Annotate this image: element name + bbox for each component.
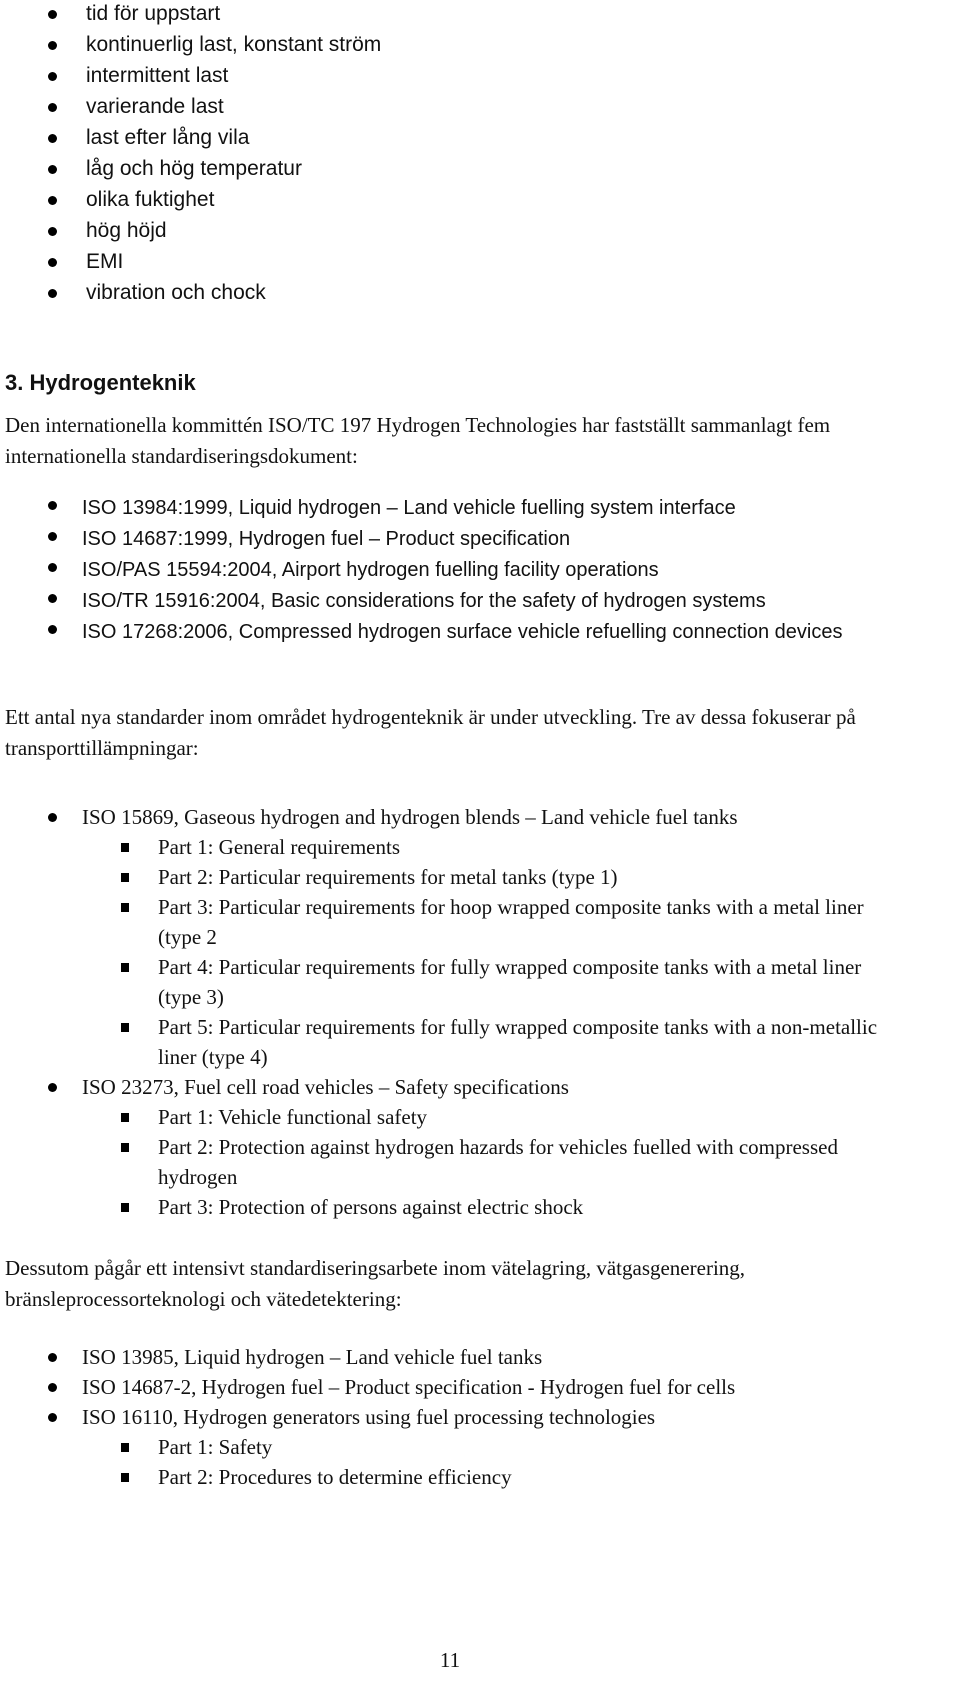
transport-standards-list bbox=[0, 802, 900, 1222]
part-item bbox=[80, 1132, 900, 1192]
section-heading: 3. Hydrogenteknik bbox=[5, 370, 196, 395]
square-bullet-icon bbox=[121, 1203, 129, 1212]
standard-title: ISO 13985, Liquid hydrogen – Land vehicle fuel tanks bbox=[82, 1345, 543, 1369]
square-bullet-icon bbox=[121, 1023, 129, 1032]
square-bullet-icon bbox=[121, 1473, 129, 1482]
list-item bbox=[0, 1372, 900, 1402]
part-text: Part 2: Procedures to determine efficiency bbox=[158, 1465, 512, 1489]
list-item bbox=[0, 95, 900, 126]
ongoing-standards-list bbox=[0, 1342, 900, 1492]
part-text: Part 2: Particular requirements for metal tanks (type 1) bbox=[158, 865, 618, 889]
bullet-icon bbox=[48, 103, 57, 112]
list-item bbox=[0, 802, 900, 1072]
list-item bbox=[0, 1072, 900, 1222]
standard-title: ISO 15869, Gaseous hydrogen and hydrogen blends – Land vehicle fuel tanks bbox=[82, 805, 738, 829]
standard-title: ISO 23273, Fuel cell road vehicles – Safety specifications bbox=[82, 1075, 569, 1099]
list-item bbox=[0, 586, 900, 617]
part-text: Part 1: General requirements bbox=[158, 835, 400, 859]
list-item bbox=[0, 64, 900, 95]
bullet-icon bbox=[48, 1383, 57, 1392]
requirements-list bbox=[0, 2, 900, 312]
part-text: Part 1: Safety bbox=[158, 1435, 273, 1459]
list-item-text: ISO 14687:1999, Hydrogen fuel – Product specification bbox=[82, 528, 571, 550]
square-bullet-icon bbox=[121, 903, 129, 912]
bullet-icon bbox=[48, 289, 57, 298]
bullet-icon bbox=[48, 72, 57, 81]
list-item-text: ISO/TR 15916:2004, Basic considerations for the safety of hydrogen systems bbox=[82, 590, 766, 612]
square-bullet-icon bbox=[121, 1143, 129, 1152]
part-item bbox=[80, 1192, 900, 1222]
square-bullet-icon bbox=[121, 1443, 129, 1452]
part-text: Part 4: Particular requirements for fully wrapped composite tanks with a metal liner (type 3) bbox=[158, 955, 862, 1009]
parts-list bbox=[80, 1102, 900, 1222]
list-item bbox=[0, 555, 900, 586]
list-item-text: kontinuerlig last, konstant ström bbox=[86, 33, 382, 56]
square-bullet-icon bbox=[121, 963, 129, 972]
list-item bbox=[0, 617, 900, 648]
bullet-icon bbox=[48, 41, 57, 50]
bullet-icon bbox=[48, 532, 57, 541]
bullet-icon bbox=[48, 1353, 57, 1362]
part-item bbox=[80, 1432, 900, 1462]
list-item bbox=[0, 1402, 900, 1492]
list-item-text: ISO 17268:2006, Compressed hydrogen surface vehicle refuelling connection devices bbox=[82, 621, 843, 643]
standard-title: ISO 14687-2, Hydrogen fuel – Product specification - Hydrogen fuel for cells bbox=[82, 1375, 736, 1399]
iso-documents-list bbox=[0, 493, 900, 648]
parts-list bbox=[80, 832, 900, 1072]
part-text: Part 2: Protection against hydrogen hazards for vehicles fuelled with compressed hydrogen bbox=[158, 1135, 838, 1189]
bullet-icon bbox=[48, 10, 57, 19]
bullet-icon bbox=[48, 1083, 57, 1092]
bullet-icon bbox=[48, 563, 57, 572]
list-item-text: intermittent last bbox=[86, 64, 229, 87]
bullet-icon bbox=[48, 258, 57, 267]
list-item-text: tid för uppstart bbox=[86, 2, 221, 25]
bullet-icon bbox=[48, 625, 57, 634]
bullet-icon bbox=[48, 501, 57, 510]
standard-title: ISO 16110, Hydrogen generators using fuel processing technologies bbox=[82, 1405, 656, 1429]
list-item bbox=[0, 1342, 900, 1372]
bullet-icon bbox=[48, 165, 57, 174]
ongoing-paragraph: Dessutom pågår ett intensivt standardiseringsarbete inom vätelagring, vätgasgenerering, bränsleprocessorteknologi och vätedetektering: bbox=[5, 1256, 746, 1311]
bullet-icon bbox=[48, 134, 57, 143]
bullet-icon bbox=[48, 813, 57, 822]
list-item-text: ISO/PAS 15594:2004, Airport hydrogen fuelling facility operations bbox=[82, 559, 659, 581]
list-item-text: vibration och chock bbox=[86, 281, 266, 304]
part-text: Part 3: Protection of persons against electric shock bbox=[158, 1195, 584, 1219]
bullet-icon bbox=[48, 594, 57, 603]
part-text: Part 1: Vehicle functional safety bbox=[158, 1105, 428, 1129]
part-item bbox=[80, 1102, 900, 1132]
square-bullet-icon bbox=[121, 873, 129, 882]
list-item-text: olika fuktighet bbox=[86, 188, 215, 211]
list-item-text: EMI bbox=[86, 250, 124, 273]
part-item bbox=[80, 952, 900, 1012]
list-item bbox=[0, 524, 900, 555]
part-item bbox=[80, 892, 900, 952]
page-number: 11 bbox=[439, 1648, 461, 1672]
list-item-text: varierande last bbox=[86, 95, 224, 118]
bullet-icon bbox=[48, 196, 57, 205]
development-paragraph: Ett antal nya standarder inom området hydrogenteknik är under utveckling. Tre av dessa fokuserar på transporttillämpningar: bbox=[5, 705, 856, 760]
part-item bbox=[80, 862, 900, 892]
part-text: Part 5: Particular requirements for fully wrapped composite tanks with a non-metallic liner (type 4) bbox=[158, 1015, 878, 1069]
list-item-text: hög höjd bbox=[86, 219, 167, 242]
list-item bbox=[0, 2, 900, 33]
list-item bbox=[0, 219, 900, 250]
part-text: Part 3: Particular requirements for hoop wrapped composite tanks with a metal liner (type 2 bbox=[158, 895, 864, 949]
list-item-text: ISO 13984:1999, Liquid hydrogen – Land vehicle fuelling system interface bbox=[82, 497, 736, 519]
parts-list bbox=[80, 1432, 900, 1492]
bullet-icon bbox=[48, 227, 57, 236]
list-item bbox=[0, 281, 900, 312]
bullet-icon bbox=[48, 1413, 57, 1422]
part-item bbox=[80, 832, 900, 862]
list-item bbox=[0, 188, 900, 219]
part-item bbox=[80, 1012, 900, 1072]
intro-paragraph: Den internationella kommittén ISO/TC 197 Hydrogen Technologies har fastställt sammanlagt fem internationella standardiseringsdokument: bbox=[5, 413, 831, 468]
list-item bbox=[0, 33, 900, 64]
list-item bbox=[0, 126, 900, 157]
list-item-text: låg och hög temperatur bbox=[86, 157, 302, 180]
list-item-text: last efter lång vila bbox=[86, 126, 250, 149]
list-item bbox=[0, 250, 900, 281]
list-item bbox=[0, 157, 900, 188]
square-bullet-icon bbox=[121, 1113, 129, 1122]
part-item bbox=[80, 1462, 900, 1492]
square-bullet-icon bbox=[121, 843, 129, 852]
list-item bbox=[0, 493, 900, 524]
